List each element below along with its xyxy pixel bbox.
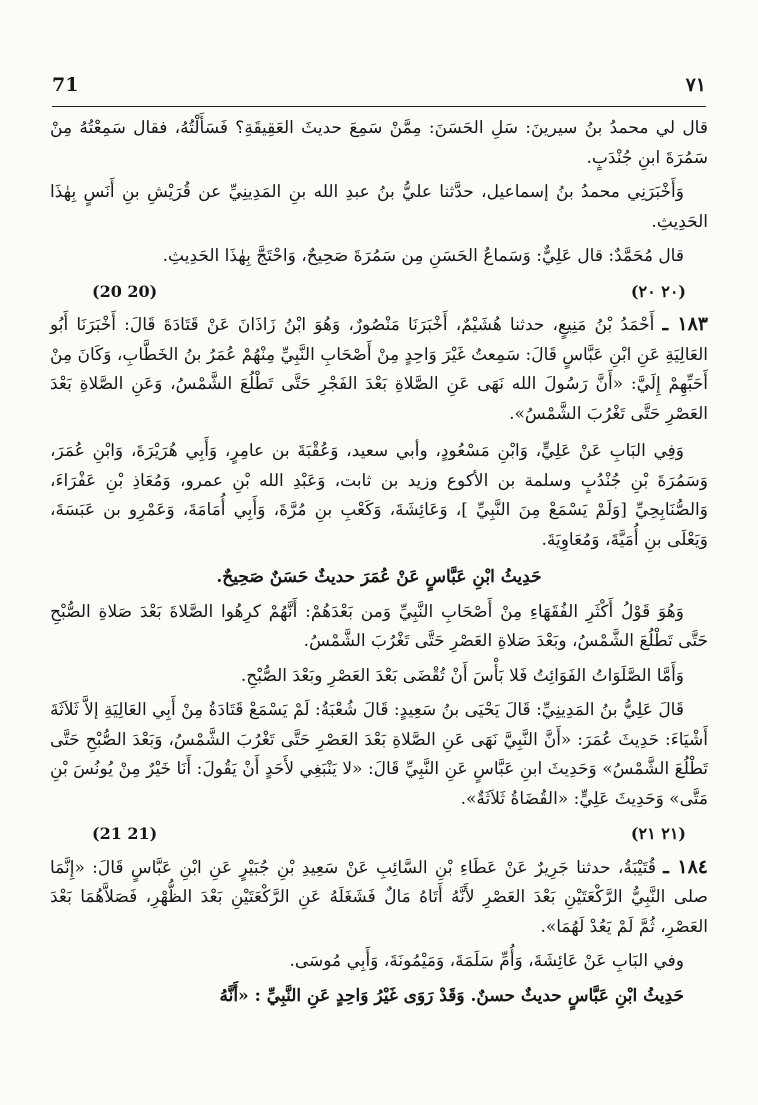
cross-reference-20 bbox=[50, 277, 708, 307]
paragraph-2: وَأَخْبَرَنِي محمدُ بنُ إسماعيل، حدَّثنا عليُّ بنُ عبدِ الله بنِ المَدِينِيِّ عن قُرَيْشِ بنِ أَنَسٍ بِهٰذَا الحَدِيثِ. bbox=[50, 182, 708, 232]
page-header bbox=[52, 74, 706, 96]
paragraph-1: قال لي محمدُ بنُ سيرينَ: سَلِ الحَسَنَ: مِمَّنْ سَمِعَ حديثَ العَقِيقَةِ؟ فَسَأَلْتُهُ، فقال سَمِعْتُهُ مِنْ سَمُرَةَ ابنِ جُنْدَبٍ. bbox=[50, 118, 708, 168]
grading-184: حَدِيثُ ابْنِ عَبَّاسٍ حديثٌ حسنٌ. وَقَدْ رَوَى غَيْرُ وَاحِدٍ عَنِ النَّبِيِّ : «أَنَّهُ bbox=[219, 985, 684, 1006]
paragraph-3: قال مُحَمَّدٌ: قال عَلِيٌّ: وَسَماعُ الحَسَنِ مِن سَمُرَةَ صَحِيحٌ، وَاحْتَجَّ بِهٰذَا الحَدِيثِ. bbox=[162, 246, 684, 266]
ref-latin-20: (20 20) bbox=[92, 281, 158, 301]
hadith-184 bbox=[50, 853, 708, 943]
header-rule bbox=[52, 106, 706, 107]
hadith-183 bbox=[50, 310, 708, 429]
paragraph-5: وَفِي البَابِ عَنْ عَلِيٍّ، وَابْنِ مَسْعُودٍ، وأبي سعيد، وَعُقْبَةَ بن عامِرٍ، وَأَبِي هُرَيْرَةَ، وَابْنِ عُمَرَ، وَسَمُرَةَ بْنِ جُنْدُبٍ وسلمة بن الأكوع وزيد بن ثابت، وَعَبْدِ الله بْنِ عمرو، وَمُعَاذِ بْنِ عَفْرَاءَ، وَالصُّنَابِحِيِّ [وَلَمْ يَسْمَعْ مِنَ النَّبِيِّ ]، وَعَائِشَةَ، وَكَعْبِ بنِ مُرَّةَ، وَأَبِي أُمَامَةَ، وَعَمْرِو بن عَبَسَةَ، وَيَعْلَى بنِ أُمَيَّةَ، وَمُعَاوِيَةَ. bbox=[50, 441, 708, 550]
paragraph-7: وَهُوَ قَوْلُ أَكْثَرِ الفُقَهَاءِ مِنْ أَصْحَابِ النَّبِيِّ وَمن بَعْدَهُمْ: أَنَّهُمْ كرِهُوا الصَّلاةَ بَعْدَ صَلاةِ الصُّبْحِ حَتَّى تَطْلُعَ الشَّمْسُ، وبَعْدَ صَلاةِ العَصْرِ حَتَّى تَغْرُبَ الشَّمْسُ. bbox=[50, 601, 708, 651]
page-number-latin: 71 bbox=[52, 74, 79, 96]
cross-reference-21 bbox=[50, 819, 708, 849]
hadith-number-184: ١٨٤ ـ bbox=[663, 855, 708, 878]
ref-arabic-21: (٢١ ٢١) bbox=[630, 824, 686, 843]
page-number-arabic: ٧١ bbox=[685, 74, 706, 96]
hadith-183-text: أَحْمَدُ بْنُ مَنِيعٍ، حدثنا هُشَيْمٌ، أَخْبَرَنَا مَنْصُورٌ، وَهُوَ ابْنُ زَاذَانَ عَنْ قَتَادَةَ قَالَ: أَخْبَرَنَا أَبُو العَالِيَةِ عَنِ ابْنِ عَبَّاسٍ قَالَ: سَمِعتُ غَيْرَ وَاحِدٍ مِنْ أَصْحَابِ النَّبِيِّ مِنْهُمْ عُمَرُ بنُ الخَطَّابِ، وَكَانَ مِنْ أَحَبِّهِمْ إِلَيَّ: «أَنَّ رَسُولَ الله نَهَى عَنِ الصَّلاةِ بَعْدَ الفَجْرِ حَتَّى تَطْلُعَ الشَّمْسُ، وَعَنِ الصَّلاةِ بَعْدَ العَصْرِ حَتَّى تَغْرُبَ الشَّمْسُ». bbox=[50, 315, 708, 424]
paragraph-8: وَأَمَّا الصَّلَوَاتُ الفَوَائِتُ فَلا بَأْسَ أَنْ تُقْضَى بَعْدَ العَصْرِ وبَعْدَ الصُّبْحِ. bbox=[240, 665, 684, 686]
paragraph-11: وفي البَابِ عَنْ عَائِشَةَ، وَأُمِّ سَلَمَةَ، وَمَيْمُونَةَ، وَأَبِي مُوسَى. bbox=[289, 951, 684, 971]
paragraph-9: قَالَ عَلِيُّ بنُ المَدِينِيِّ: قَالَ يَحْيَى بنُ سَعِيدٍ: قَالَ شُعْبَةُ: لَمْ يَسْمَعْ قَتَادَةُ مِنْ أَبِي العَالِيَةِ إلاَّ ثَلاَثَةَ أَشْيَاءَ: حَدِيثَ عُمَرَ: «أَنَّ النَّبِيَّ نَهَى عَنِ الصَّلاةِ بَعْدَ العَصْرِ حَتَّى تَغْرُبَ الشَّمْسُ، وَبَعْدَ الصُّبْحِ حَتَّى تَطْلُعَ الشَّمْسُ» وَحَدِيثَ ابنِ عَبَّاسٍ عَنِ النَّبِيِّ قَالَ: «لا يَنْبَغِي لأَحَدٍ أَنْ يَقُولَ: أَنَا خَيْرٌ مِنْ يُونُسَ بْنِ مَتَّى» وَحَدِيثَ عَلِيٍّ: «القُضَاةُ ثَلاَثَةٌ». bbox=[50, 700, 708, 809]
hadith-number-183: ١٨٣ ـ bbox=[662, 313, 708, 335]
ref-arabic-20: (٢٠ ٢٠) bbox=[630, 281, 686, 301]
ref-latin-21: (21 21) bbox=[92, 824, 158, 843]
grading-183: حَدِيثُ ابْنِ عَبَّاسٍ عَنْ عُمَرَ حديثٌ حَسَنٌ صَحِيحٌ. bbox=[216, 567, 542, 587]
page-body bbox=[50, 114, 708, 1016]
hadith-184-text: قُتَيْبَةُ، حدثنا جَرِيرٌ عَنْ عَطَاءِ بْنِ السَّائِبِ عَنْ سَعِيدِ بْنِ جُبَيْرٍ عَنِ ابْنِ عَبَّاسٍ قَالَ: «إِنَّمَا صلى النَّبِيُّ الرَّكْعَتَيْنِ بَعْدَ العَصْرِ لأَنَّهُ أَتَاهُ مَالٌ فَشَغَلَهُ عَنِ الرَّكْعَتَيْنِ بَعْدَ الظُّهْرِ، فَصَلاَّهُمَا بَعْدَ العَصْرِ، ثُمَّ لَمْ يَعُدْ لَهُمَا». bbox=[50, 857, 708, 937]
